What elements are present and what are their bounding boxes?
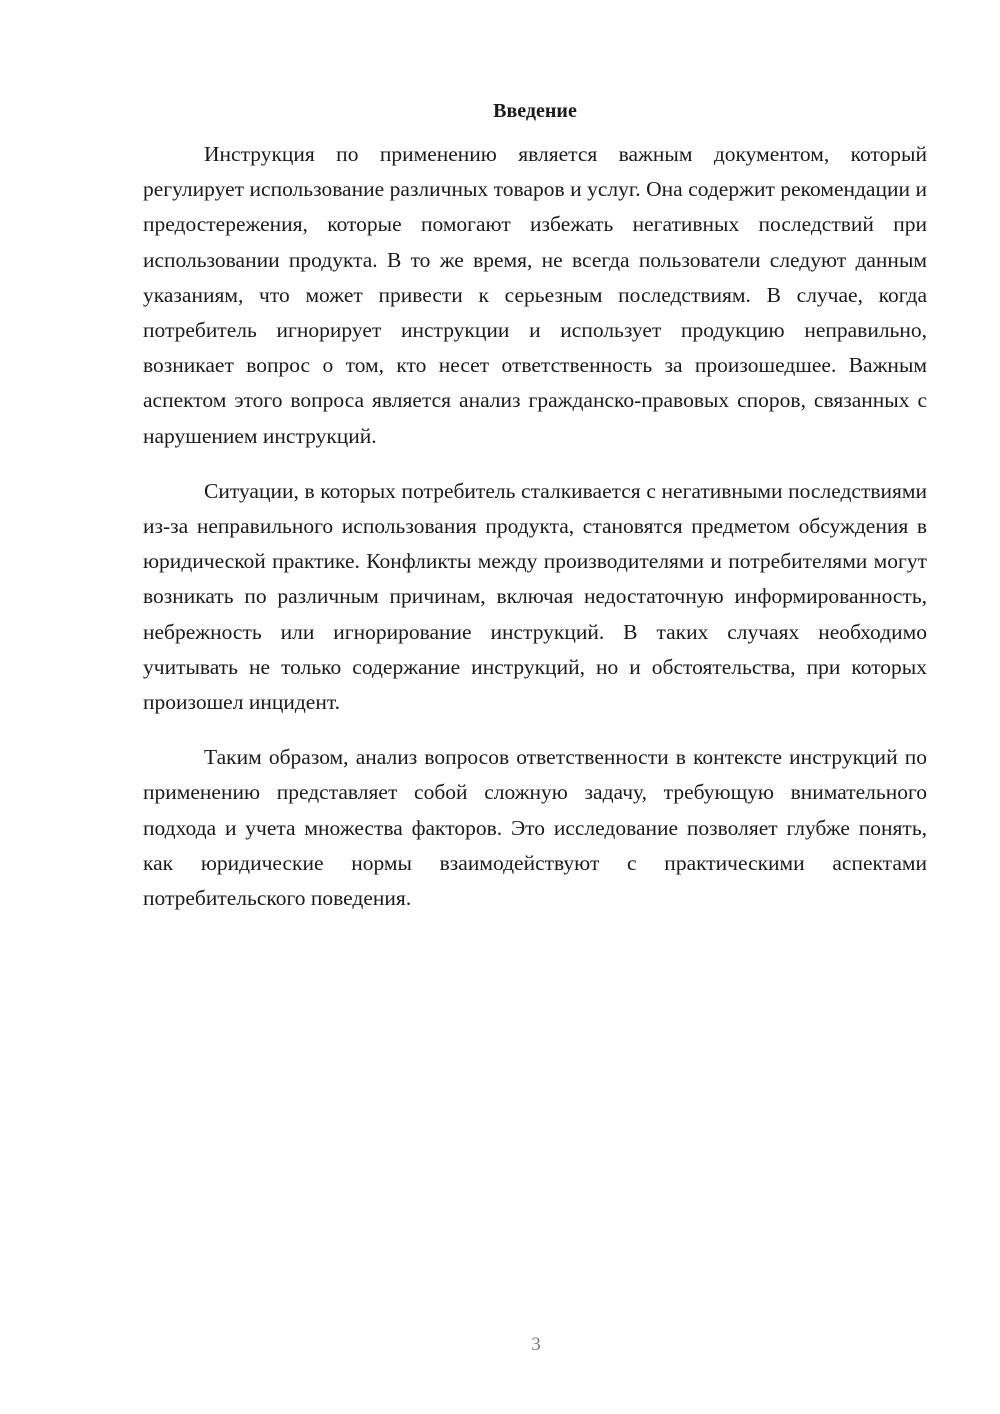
page-number: 3 [531,1334,541,1355]
page-content [143,95,927,936]
paragraph-2: Ситуации, в которых потребитель сталкивается с негативными последствиями из-за неправильного использования продукта, становятся предметом обсуждения в юридической практике. Конфликты между производителями и потребителями могут возникать по различным причинам, включая недостаточную информированность, небрежность или игнорирование инструкций. В таких случаях необходимо учитывать не только содержание инструкций, но и обстоятельства, при которых произошел инцидент. [143,478,927,715]
section-title: Введение [493,100,577,122]
paragraph-1: Инструкция по применению является важным документом, который регулирует использование различных товаров и услуг. Она содержит рекомендации и предостережения, которые помогают избежать негативных последствий при использовании продукта. В то же время, не всегда пользователи следуют данным указаниям, что может привести к серьезным последствиям. В случае, когда потребитель игнорирует инструкции и использует продукцию неправильно, возникает вопрос о том, кто несет ответственность за произошедшее. Важным аспектом этого вопроса является анализ гражданско-правовых споров, связанных с нарушением инструкций. [143,142,927,448]
paragraph-3: Таким образом, анализ вопросов ответственности в контексте инструкций по применению представляет собой сложную задачу, требующую внимательного подхода и учета множества факторов. Это исследование позволяет глубже понять, как юридические нормы взаимодействуют с практическими аспектами потребительского поведения. [143,745,927,911]
